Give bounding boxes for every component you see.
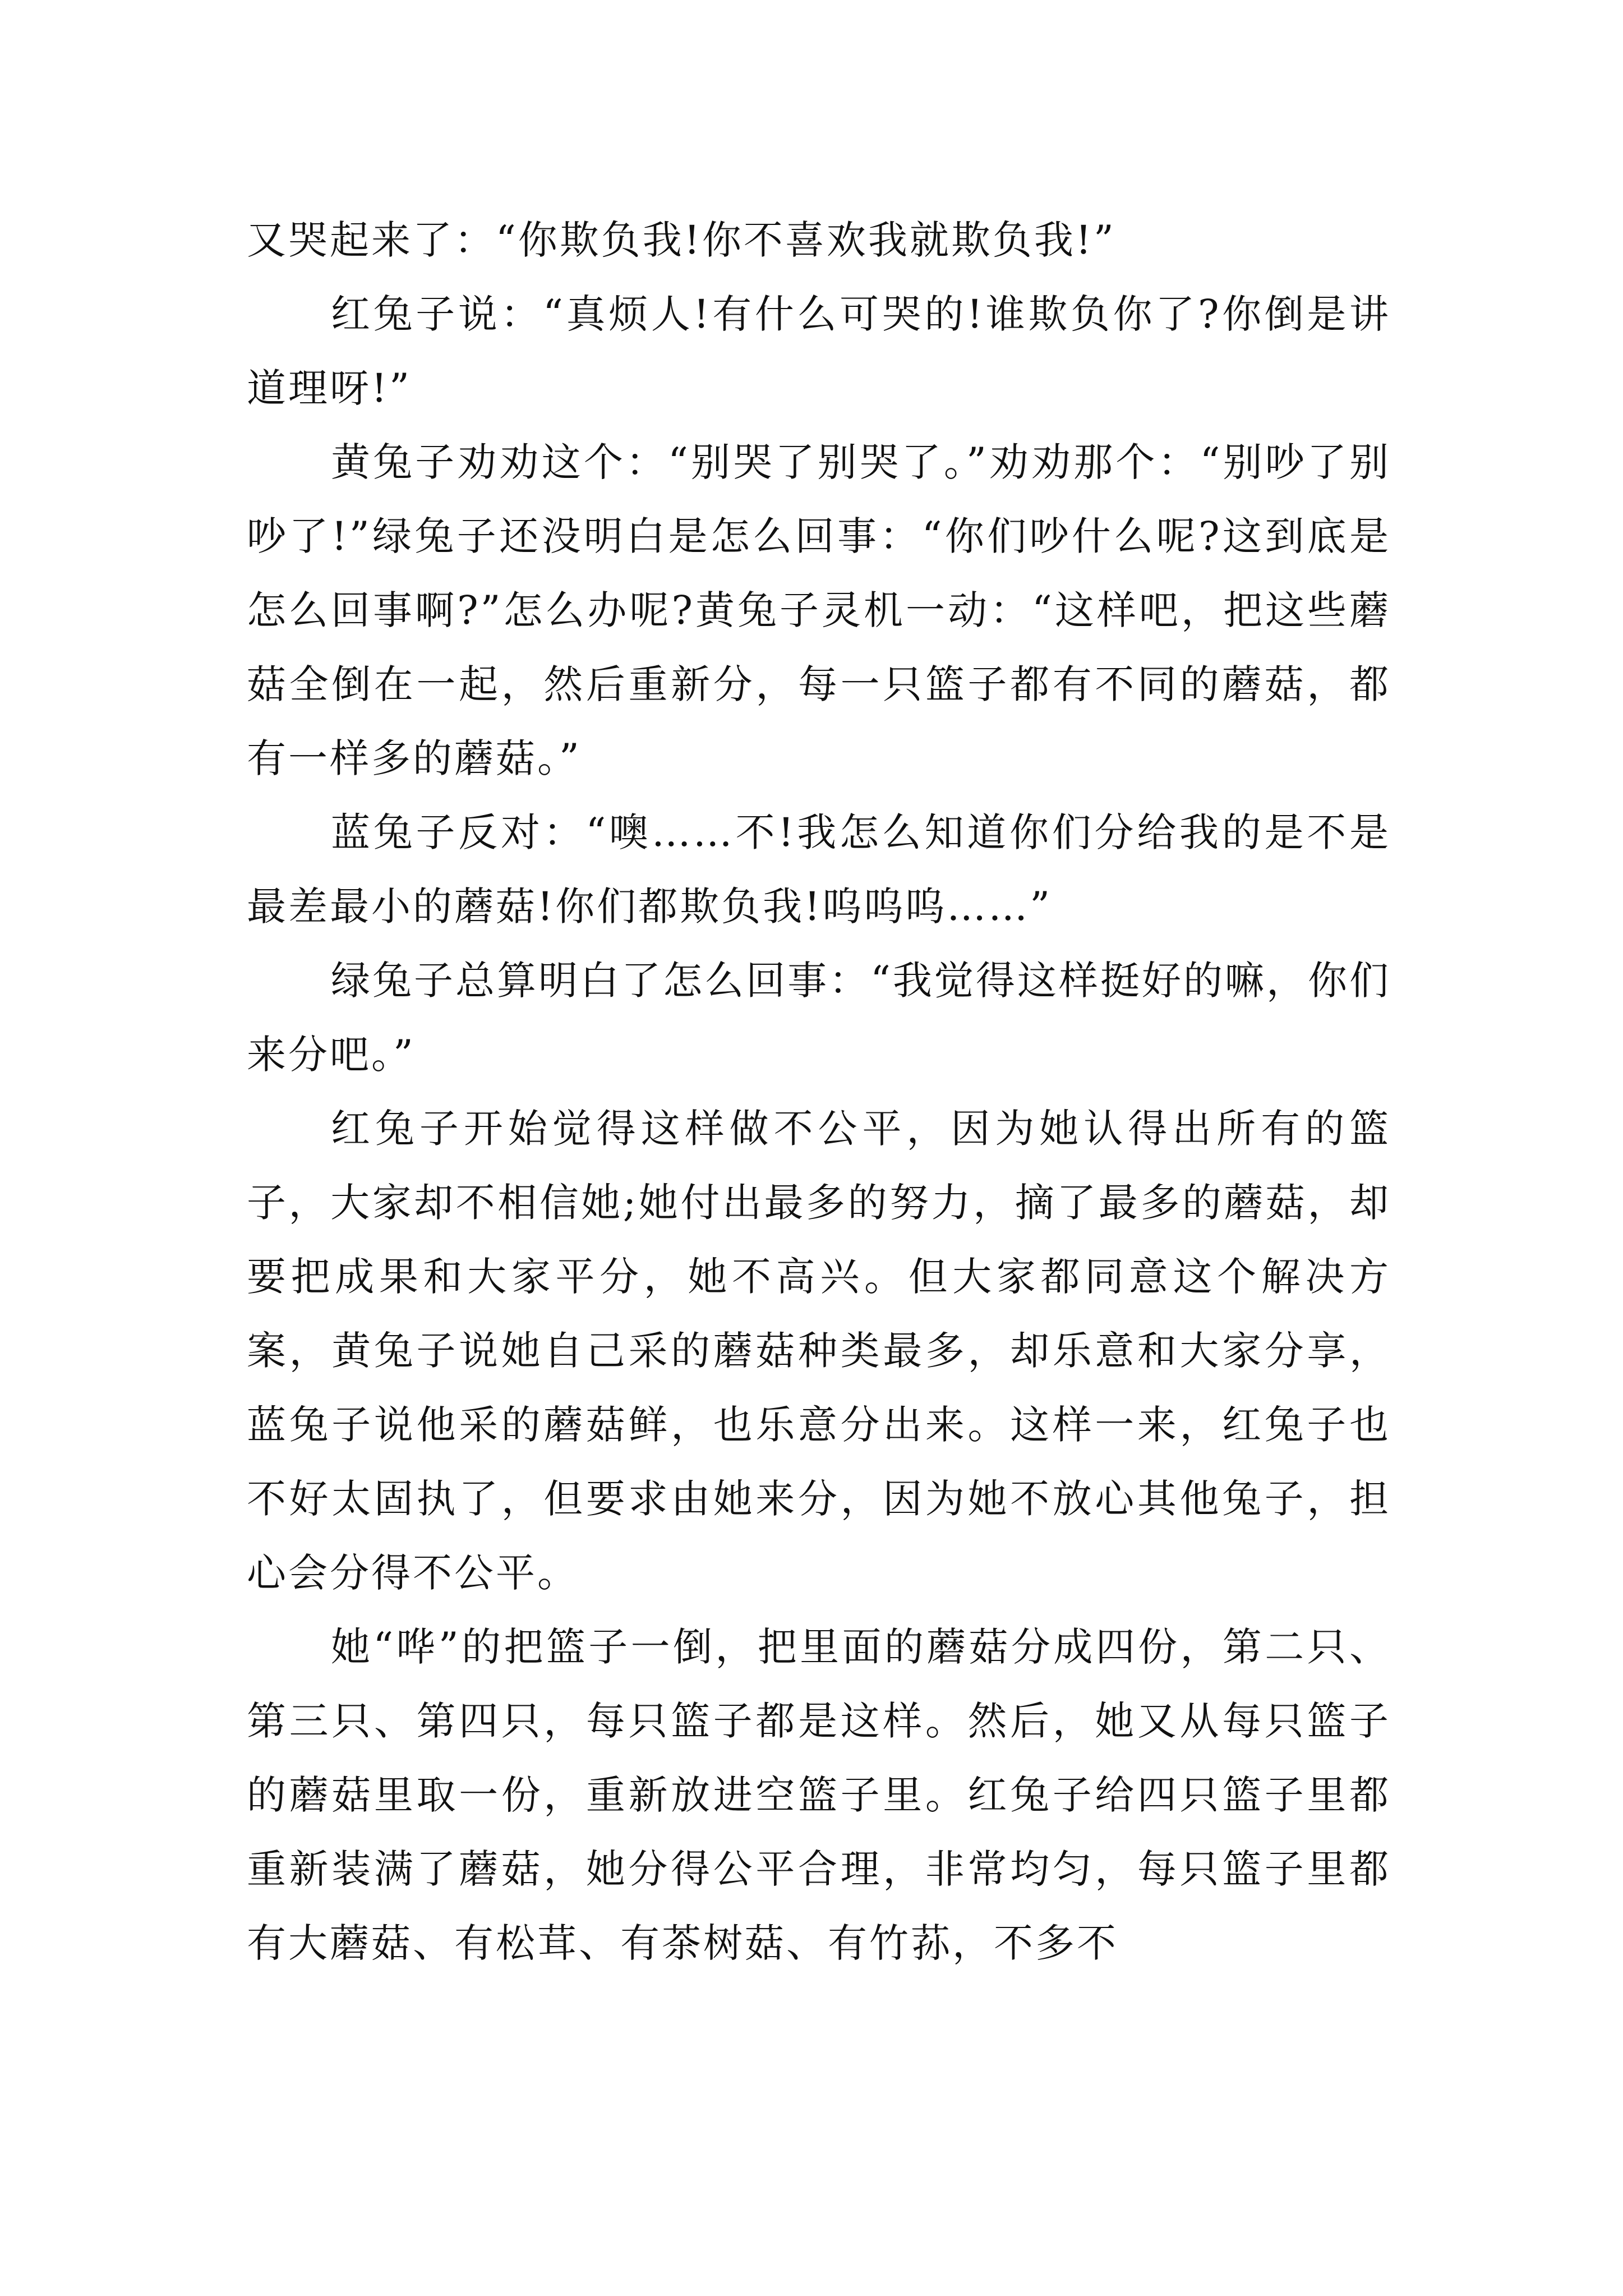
paragraph-4: 蓝兔子反对：“噢……不!我怎么知道你们分给我的是不是最差最小的蘑菇!你们都欺负我!呜呜呜……” [247,809,1391,930]
paragraph-7: 她“哗”的把篮子一倒，把里面的蘑菇分成四份，第二只、第三只、第四只，每只篮子都是这样。然后，她又从每只篮子的蘑菇里取一份，重新放进空篮子里。红兔子给四只篮子里都重新装满了蘑菇，她分得公平合理，非常均匀，每只篮子里都有大蘑菇、有松茸、有茶树菇、有竹荪，不多不 [247,1624,1391,1966]
document-body [247,203,1391,1980]
paragraph-2: 红兔子说：“真烦人!有什么可哭的!谁欺负你了?你倒是讲道理呀!” [247,291,1391,411]
paragraph-3: 黄兔子劝劝这个：“别哭了别哭了。”劝劝那个：“别吵了别吵了!”绿兔子还没明白是怎么回事：“你们吵什么呢?这到底是怎么回事啊?”怎么办呢?黄兔子灵机一动：“这样吧，把这些蘑菇全倒在一起，然后重新分，每一只篮子都有不同的蘑菇，都有一样多的蘑菇。” [247,439,1391,781]
paragraph-5: 绿兔子总算明白了怎么回事：“我觉得这样挺好的嘛，你们来分吧。” [247,958,1391,1078]
paragraph-1: 又哭起来了：“你欺负我!你不喜欢我就欺负我!” [247,217,1116,263]
paragraph-6: 红兔子开始觉得这样做不公平，因为她认得出所有的篮子，大家却不相信她;她付出最多的努力，摘了最多的蘑菇，却要把成果和大家平分，她不高兴。但大家都同意这个解决方案，黄兔子说她自己采的蘑菇种类最多，却乐意和大家分享，蓝兔子说他采的蘑菇鲜，也乐意分出来。这样一来，红兔子也不好太固执了，但要求由她来分，因为她不放心其他兔子，担心会分得不公平。 [247,1106,1391,1596]
